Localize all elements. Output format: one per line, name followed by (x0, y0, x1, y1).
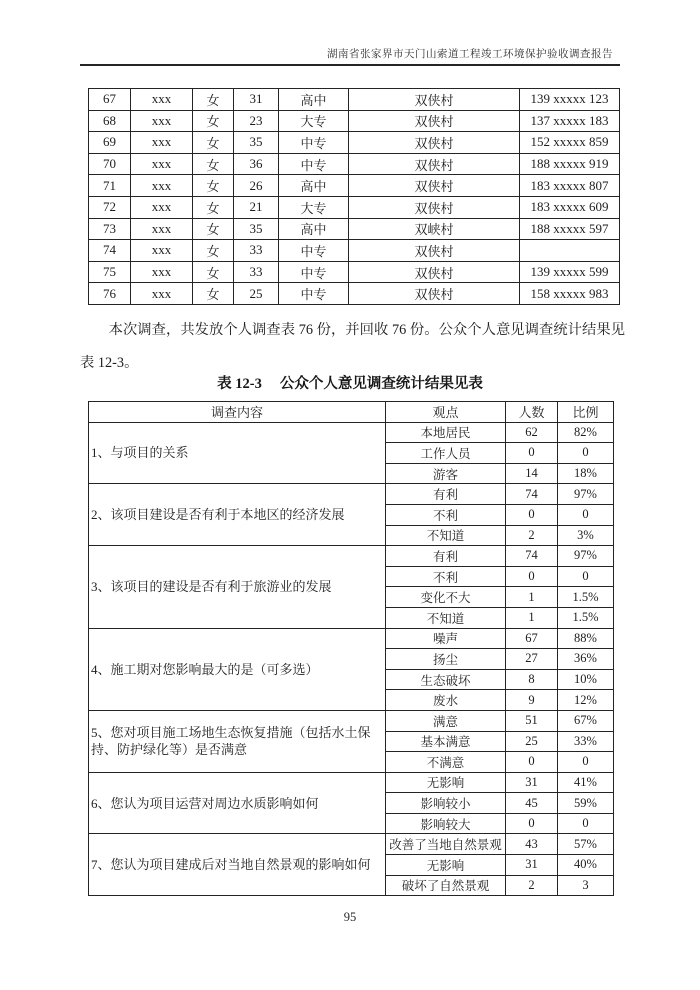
respondent-age-cell: 35 (234, 218, 279, 240)
survey-ratio-cell: 1.5% (558, 587, 614, 608)
survey-ratio-cell: 18% (558, 463, 614, 484)
survey-option-cell: 有利 (386, 546, 506, 567)
respondent-row (89, 153, 620, 175)
survey-count-cell: 67 (506, 628, 558, 649)
survey-ratio-cell: 33% (558, 731, 614, 752)
respondent-no-cell: 73 (89, 218, 131, 240)
respondent-name-cell: xxx (131, 240, 193, 262)
survey-option-cell: 不知道 (386, 525, 506, 546)
respondent-village-cell: 双侠村 (349, 283, 520, 305)
survey-row (89, 484, 614, 505)
survey-question-cell: 7、您认为项目建成后对当地自然景观的影响如何 (89, 834, 386, 896)
survey-ratio-cell: 57% (558, 834, 614, 855)
respondent-name-cell: xxx (131, 110, 193, 132)
respondent-phone-cell: 152 xxxxx 859 (520, 132, 620, 154)
respondent-age-cell: 35 (234, 132, 279, 154)
survey-option-cell: 不满意 (386, 752, 506, 773)
survey-count-cell: 27 (506, 649, 558, 670)
survey-count-cell: 74 (506, 484, 558, 505)
respondent-name-cell: xxx (131, 218, 193, 240)
respondent-gender-cell: 女 (193, 283, 234, 305)
respondent-no-cell: 70 (89, 153, 131, 175)
survey-count-cell: 0 (506, 443, 558, 464)
survey-question-cell: 5、您对项目施工场地生态恢复措施（包括水土保持、防护绿化等）是否满意 (89, 710, 386, 772)
survey-ratio-cell: 3% (558, 525, 614, 546)
survey-count-cell: 31 (506, 772, 558, 793)
survey-statistics-table (88, 401, 614, 896)
respondent-phone-cell: 183 xxxxx 807 (520, 175, 620, 197)
respondent-gender-cell: 女 (193, 261, 234, 283)
survey-row (89, 834, 614, 855)
survey-option-cell: 游客 (386, 463, 506, 484)
respondent-age-cell: 26 (234, 175, 279, 197)
survey-row (89, 628, 614, 649)
respondent-village-cell: 双侠村 (349, 89, 520, 111)
survey-count-cell: 31 (506, 855, 558, 876)
survey-ratio-cell: 40% (558, 855, 614, 876)
survey-option-cell: 噪声 (386, 628, 506, 649)
respondent-table (88, 88, 620, 305)
survey-option-cell: 不知道 (386, 607, 506, 628)
survey-ratio-cell: 0 (558, 443, 614, 464)
respondent-age-cell: 23 (234, 110, 279, 132)
survey-count-cell: 0 (506, 752, 558, 773)
respondent-phone-cell: 139 xxxxx 123 (520, 89, 620, 111)
respondent-village-cell: 双侠村 (349, 110, 520, 132)
survey-option-cell: 基本满意 (386, 731, 506, 752)
respondent-gender-cell: 女 (193, 110, 234, 132)
survey-header-row (89, 402, 614, 423)
survey-row (89, 546, 614, 567)
survey-ratio-cell: 88% (558, 628, 614, 649)
survey-option-cell: 无影响 (386, 772, 506, 793)
respondent-age-cell: 36 (234, 153, 279, 175)
survey-ratio-cell: 0 (558, 752, 614, 773)
survey-question-cell: 6、您认为项目运营对周边水质影响如何 (89, 772, 386, 834)
respondent-gender-cell: 女 (193, 196, 234, 218)
survey-count-cell: 43 (506, 834, 558, 855)
respondent-education-cell: 中专 (279, 240, 349, 262)
survey-row (89, 710, 614, 731)
respondent-row (89, 132, 620, 154)
respondent-gender-cell: 女 (193, 132, 234, 154)
respondent-gender-cell: 女 (193, 218, 234, 240)
survey-count-cell: 1 (506, 607, 558, 628)
table-caption (80, 372, 620, 393)
survey-count-cell: 1 (506, 587, 558, 608)
respondent-row (89, 218, 620, 240)
survey-count-cell: 25 (506, 731, 558, 752)
survey-count-cell: 2 (506, 525, 558, 546)
respondent-no-cell: 72 (89, 196, 131, 218)
survey-header-cell: 观点 (386, 402, 506, 423)
survey-ratio-cell: 1.5% (558, 607, 614, 628)
survey-ratio-cell: 36% (558, 649, 614, 670)
respondent-name-cell: xxx (131, 175, 193, 197)
survey-count-cell: 2 (506, 875, 558, 896)
respondent-gender-cell: 女 (193, 153, 234, 175)
respondent-village-cell: 双侠村 (349, 153, 520, 175)
respondent-row (89, 175, 620, 197)
survey-option-cell: 影响较小 (386, 793, 506, 814)
survey-count-cell: 0 (506, 504, 558, 525)
survey-header-cell: 人数 (506, 402, 558, 423)
survey-option-cell: 影响较大 (386, 813, 506, 834)
survey-option-cell: 变化不大 (386, 587, 506, 608)
respondent-phone-cell: 188 xxxxx 919 (520, 153, 620, 175)
survey-ratio-cell: 82% (558, 422, 614, 443)
respondent-age-cell: 33 (234, 240, 279, 262)
running-header-title: 湖南省张家界市天门山索道工程竣工环境保护验收调查报告 (327, 49, 613, 60)
respondent-phone-cell: 158 xxxxx 983 (520, 283, 620, 305)
respondent-education-cell: 中专 (279, 153, 349, 175)
respondent-village-cell: 双侠村 (349, 175, 520, 197)
respondent-education-cell: 高中 (279, 89, 349, 111)
respondent-gender-cell: 女 (193, 240, 234, 262)
table-caption-title: 公众个人意见调查统计结果见表 (279, 376, 483, 392)
survey-count-cell: 14 (506, 463, 558, 484)
respondent-village-cell: 双侠村 (349, 196, 520, 218)
survey-count-cell: 9 (506, 690, 558, 711)
survey-option-cell: 破坏了自然景观 (386, 875, 506, 896)
survey-question-cell: 4、施工期对您影响最大的是（可多选） (89, 628, 386, 710)
survey-ratio-cell: 67% (558, 710, 614, 731)
survey-option-cell: 废水 (386, 690, 506, 711)
survey-row (89, 422, 614, 443)
respondent-age-cell: 25 (234, 283, 279, 305)
survey-question-cell: 1、与项目的关系 (89, 422, 386, 484)
respondent-gender-cell: 女 (193, 89, 234, 111)
respondent-education-cell: 中专 (279, 283, 349, 305)
respondent-name-cell: xxx (131, 153, 193, 175)
survey-ratio-cell: 0 (558, 504, 614, 525)
respondent-education-cell: 中专 (279, 132, 349, 154)
survey-question-cell: 2、该项目建设是否有利于本地区的经济发展 (89, 484, 386, 546)
page-number: 95 (343, 910, 357, 924)
survey-option-cell: 有利 (386, 484, 506, 505)
respondent-row (89, 240, 620, 262)
survey-ratio-cell: 12% (558, 690, 614, 711)
respondent-gender-cell: 女 (193, 175, 234, 197)
header-rule (80, 64, 620, 66)
respondent-name-cell: xxx (131, 283, 193, 305)
respondent-row (89, 110, 620, 132)
respondent-no-cell: 75 (89, 261, 131, 283)
respondent-education-cell: 大专 (279, 196, 349, 218)
respondent-no-cell: 74 (89, 240, 131, 262)
respondent-phone-cell: 188 xxxxx 597 (520, 218, 620, 240)
survey-ratio-cell: 97% (558, 484, 614, 505)
survey-ratio-cell: 59% (558, 793, 614, 814)
survey-option-cell: 满意 (386, 710, 506, 731)
survey-option-cell: 不利 (386, 566, 506, 587)
survey-header-cell: 调查内容 (89, 402, 386, 423)
survey-count-cell: 0 (506, 813, 558, 834)
survey-header-cell: 比例 (558, 402, 614, 423)
respondent-no-cell: 76 (89, 283, 131, 305)
respondent-phone-cell: 139 xxxxx 599 (520, 261, 620, 283)
respondent-name-cell: xxx (131, 261, 193, 283)
survey-option-cell: 本地居民 (386, 422, 506, 443)
survey-count-cell: 74 (506, 546, 558, 567)
survey-ratio-cell: 0 (558, 566, 614, 587)
survey-count-cell: 8 (506, 669, 558, 690)
survey-ratio-cell: 0 (558, 813, 614, 834)
survey-option-cell: 工作人员 (386, 443, 506, 464)
respondent-row (89, 283, 620, 305)
survey-option-cell: 无影响 (386, 855, 506, 876)
respondent-phone-cell (520, 240, 620, 262)
survey-option-cell: 不利 (386, 504, 506, 525)
respondent-no-cell: 68 (89, 110, 131, 132)
respondent-village-cell: 双侠村 (349, 132, 520, 154)
respondent-no-cell: 67 (89, 89, 131, 111)
survey-count-cell: 45 (506, 793, 558, 814)
respondent-education-cell: 大专 (279, 110, 349, 132)
respondent-row (89, 196, 620, 218)
respondent-education-cell: 高中 (279, 218, 349, 240)
respondent-no-cell: 69 (89, 132, 131, 154)
respondent-village-cell: 双峡村 (349, 218, 520, 240)
respondent-age-cell: 31 (234, 89, 279, 111)
body-paragraph: 本次调查，共发放个人调查表 76 份，并回收 76 份。公众个人意见调查统计结果见表 12-3。 (80, 322, 625, 371)
respondent-age-cell: 33 (234, 261, 279, 283)
survey-ratio-cell: 3 (558, 875, 614, 896)
survey-option-cell: 扬尘 (386, 649, 506, 670)
survey-count-cell: 0 (506, 566, 558, 587)
survey-ratio-cell: 97% (558, 546, 614, 567)
survey-row (89, 772, 614, 793)
survey-count-cell: 62 (506, 422, 558, 443)
respondent-name-cell: xxx (131, 132, 193, 154)
respondent-village-cell: 双侠村 (349, 240, 520, 262)
survey-ratio-cell: 41% (558, 772, 614, 793)
respondent-education-cell: 中专 (279, 261, 349, 283)
survey-question-cell: 3、该项目的建设是否有利于旅游业的发展 (89, 546, 386, 628)
respondent-phone-cell: 183 xxxxx 609 (520, 196, 620, 218)
respondent-no-cell: 71 (89, 175, 131, 197)
respondent-row (89, 261, 620, 283)
respondent-age-cell: 21 (234, 196, 279, 218)
survey-option-cell: 改善了当地自然景观 (386, 834, 506, 855)
respondent-phone-cell: 137 xxxxx 183 (520, 110, 620, 132)
survey-count-cell: 51 (506, 710, 558, 731)
respondent-name-cell: xxx (131, 196, 193, 218)
respondent-education-cell: 高中 (279, 175, 349, 197)
survey-option-cell: 生态破坏 (386, 669, 506, 690)
respondent-village-cell: 双侠村 (349, 261, 520, 283)
respondent-name-cell: xxx (131, 89, 193, 111)
survey-ratio-cell: 10% (558, 669, 614, 690)
respondent-row (89, 89, 620, 111)
table-caption-label: 表 12-3 (217, 376, 262, 392)
